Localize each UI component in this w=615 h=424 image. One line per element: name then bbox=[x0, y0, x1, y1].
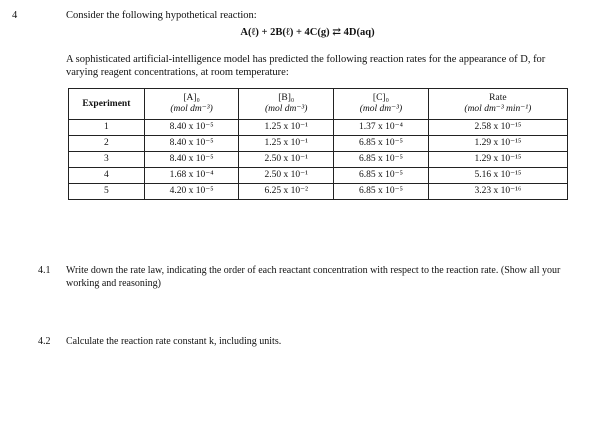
header-experiment bbox=[69, 89, 145, 120]
cell-conc-a: 1.68 x 10⁻⁴ bbox=[144, 168, 239, 184]
header-rate-unit: (mol dm⁻³ min⁻¹) bbox=[464, 104, 532, 114]
cell-conc-c: 1.37 x 10⁻⁴ bbox=[334, 120, 429, 136]
subquestion-number: 4.2 bbox=[38, 336, 51, 347]
cell-rate: 1.29 x 10⁻¹⁵ bbox=[428, 136, 567, 152]
question-intro: Consider the following hypothetical reaction: bbox=[66, 10, 257, 21]
header-conc-c-unit: (mol dm⁻³) bbox=[359, 104, 403, 114]
cell-conc-c: 6.85 x 10⁻⁵ bbox=[334, 184, 429, 200]
header-rate bbox=[428, 89, 567, 120]
table-row bbox=[69, 136, 568, 152]
cell-conc-b: 2.50 x 10⁻¹ bbox=[239, 152, 334, 168]
subquestion-number: 4.1 bbox=[38, 265, 51, 276]
cell-conc-a: 8.40 x 10⁻⁵ bbox=[144, 152, 239, 168]
cell-conc-b: 2.50 x 10⁻¹ bbox=[239, 168, 334, 184]
cell-conc-b: 6.25 x 10⁻² bbox=[239, 184, 334, 200]
cell-experiment: 3 bbox=[69, 152, 145, 168]
table-row bbox=[69, 120, 568, 136]
question-number: 4 bbox=[12, 10, 18, 21]
table-row bbox=[69, 168, 568, 184]
table-row bbox=[69, 184, 568, 200]
header-conc-b bbox=[239, 89, 334, 120]
header-rate-label: Rate bbox=[489, 93, 507, 103]
cell-experiment: 4 bbox=[69, 168, 145, 184]
header-experiment-label: Experiment bbox=[82, 98, 131, 109]
header-conc-b-unit: (mol dm⁻³) bbox=[265, 104, 308, 114]
subquestion-text: Calculate the reaction rate constant k, including units. bbox=[66, 336, 282, 347]
table-row bbox=[69, 152, 568, 168]
header-conc-a bbox=[144, 89, 239, 120]
rate-data-table bbox=[68, 88, 568, 200]
cell-rate: 5.16 x 10⁻¹⁵ bbox=[428, 168, 567, 184]
cell-conc-c: 6.85 x 10⁻⁵ bbox=[334, 152, 429, 168]
cell-conc-b: 1.25 x 10⁻¹ bbox=[239, 120, 334, 136]
table-header-row bbox=[69, 89, 568, 120]
cell-conc-a: 8.40 x 10⁻⁵ bbox=[144, 120, 239, 136]
header-conc-c-label: [C]₀ bbox=[372, 93, 389, 103]
subquestion-text: Write down the rate law, indicating the order of each reactant concentration with respect to the reaction rate. (Show all your working and reasoning) bbox=[66, 265, 561, 289]
cell-experiment: 2 bbox=[69, 136, 145, 152]
cell-rate: 3.23 x 10⁻¹⁶ bbox=[428, 184, 567, 200]
cell-conc-a: 8.40 x 10⁻⁵ bbox=[144, 136, 239, 152]
cell-conc-c: 6.85 x 10⁻⁵ bbox=[334, 168, 429, 184]
question-description: A sophisticated artificial-intelligence model has predicted the following reaction rates for the appearance of D, for varying reagent concentrations, at room temperature: bbox=[66, 54, 546, 78]
cell-experiment: 1 bbox=[69, 120, 145, 136]
header-conc-a-unit: (mol dm⁻³) bbox=[170, 104, 213, 114]
header-conc-a-label: [A]₀ bbox=[183, 93, 200, 103]
cell-conc-b: 1.25 x 10⁻¹ bbox=[239, 136, 334, 152]
cell-experiment: 5 bbox=[69, 184, 145, 200]
reaction-equation: A(ℓ) + 2B(ℓ) + 4C(g) ⇄ 4D(aq) bbox=[240, 27, 375, 38]
header-conc-b-label: [B]₀ bbox=[278, 93, 295, 103]
cell-rate: 2.58 x 10⁻¹⁵ bbox=[428, 120, 567, 136]
header-conc-c bbox=[334, 89, 429, 120]
cell-rate: 1.29 x 10⁻¹⁵ bbox=[428, 152, 567, 168]
cell-conc-a: 4.20 x 10⁻⁵ bbox=[144, 184, 239, 200]
cell-conc-c: 6.85 x 10⁻⁵ bbox=[334, 136, 429, 152]
